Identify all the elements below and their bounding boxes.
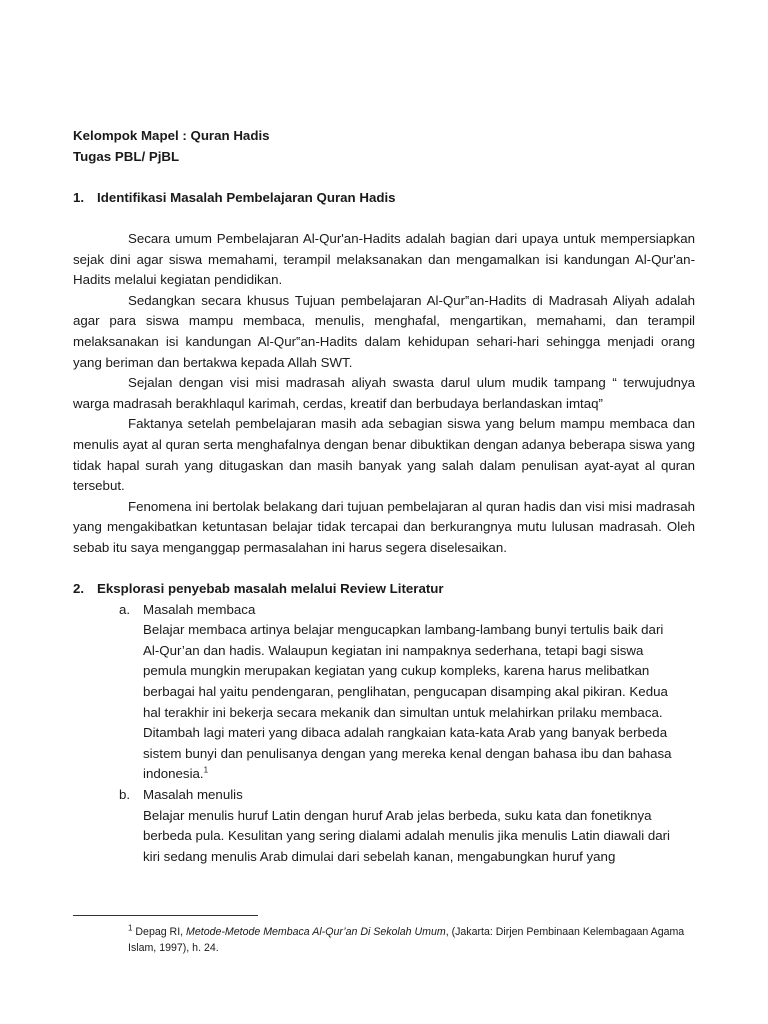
subsection-a-body — [73, 620, 675, 785]
section-1-paragraph: Sedangkan secara khusus Tujuan pembelajaran Al-Qur‟an-Hadits di Madrasah Aliyah adalah agar para siswa mampu membaca, menulis, menghafal, mengartikan, memahami, dan terampil melaksanakan isi kandungan Al-Qur‟an-Hadits dalam kehidupan sehari-hari sehingga menjadi orang yang beriman dan bertakwa kepada Allah SWT. — [73, 292, 695, 370]
assignment-heading: Tugas PBL/ PjBL — [73, 148, 180, 164]
section-1-title-text: Identifikasi Masalah Pembelajaran Quran Hadis — [97, 189, 396, 205]
section-1-paragraph: Fenomena ini bertolak belakang dari tujuan pembelajaran al quran hadis dan visi misi madrasah yang mengakibatkan ketuntasan belajar tidak tercapai dan berkurangnya mutu lulusan madrasah. Oleh sebab itu saya menganggap permasalahan ini harus segera diselesaikan. — [73, 498, 695, 555]
footnote-text — [73, 924, 695, 956]
subsection-a-body-text: Belajar membaca artinya belajar mengucapkan lambang-lambang bunyi tertulis baik dari Al-Qur’an dan hadis. Walaupun kegiatan ini nampaknya sederhana, tetapi bagi siswa pemula mungkin merupakan kegiatan yang cukup kompleks, karena harus melibatkan berbagai hal yaitu pendengaran, penglihatan, pengucapan disamping akal pikiran. Kedua hal terakhir ini bekerja secara mekanik dan simultan untuk melahirkan prilaku membaca. Ditambah lagi materi yang dibaca adalah rangkaian kata-kata Arab yang banyak berbeda sistem bunyi dan penulisanya dengan yang mereka kenal dengan bahasa ibu dan bahasa indonesia. — [143, 622, 672, 782]
section-1-title — [73, 188, 695, 209]
section-1-number: 1. — [73, 189, 85, 205]
subsection-a-letter: a. — [119, 601, 131, 617]
document-page — [73, 126, 695, 867]
footnote-prefix: Depag RI, — [132, 926, 187, 938]
footnote-separator — [73, 915, 258, 916]
subsection-b-heading — [73, 785, 695, 806]
subsection-b-letter: b. — [119, 787, 131, 802]
footnote-book-title: Metode-Metode Membaca Al-Qur’an Di Sekolah Umum — [186, 926, 446, 938]
section-1-paragraph: Faktanya setelah pembelajaran masih ada sebagian siswa yang belum mampu membaca dan menulis ayat al quran serta menghafalnya dengan benar dibuktikan dengan adanya beberapa siswa yang tidak hapal surah yang ditugaskan dan masih banyak yang salah dalam penulisan ayat-ayat al quran tersebut. — [73, 416, 695, 494]
footnote-marker: 1 — [128, 923, 133, 933]
footnote-suffix: , (Jakarta: Dirjen Pembinaan Kelembagaan Agama Islam, 1997), h. 24. — [128, 926, 685, 954]
section-1-paragraph: Secara umum Pembelajaran Al-Qur'an-Hadits adalah bagian dari upaya untuk mempersiapkan sejak dini agar siswa memahami, terampil melaksanakan dan mengamalkan isi kandungan Al-Qur'an-Hadits melalui kegiatan pendidikan. — [73, 230, 695, 288]
subsection-a-heading — [73, 600, 695, 621]
subsection-b-body: Belajar menulis huruf Latin dengan huruf Arab jelas berbeda, suku kata dan fonetiknya berbeda pula. Kesulitan yang sering dialami adalah menulis jika menulis Latin diawali dari kiri sedang menulis Arab dimulai dari sebelah kanan, mengabungkan huruf yang — [143, 807, 671, 864]
section-2-title-text: Eksplorasi penyebab masalah melalui Review Literatur — [97, 581, 444, 597]
subsection-a-heading-text: Masalah membaca — [143, 601, 256, 617]
section-2-number: 2. — [73, 581, 85, 597]
subsection-b-heading-text: Masalah menulis — [143, 787, 243, 802]
subject-group-heading: Kelompok Mapel : Quran Hadis — [73, 128, 270, 143]
section-2-title — [73, 579, 695, 600]
footnote — [73, 924, 695, 956]
footnote-reference[interactable]: 1 — [203, 765, 209, 775]
section-1-paragraph: Sejalan dengan visi misi madrasah aliyah swasta darul ulum mudik tampang “ terwujudnya warga madrasah berakhlaqul karimah, cerdas, kreatif dan berbudaya berlandaskan imtaq” — [73, 375, 695, 411]
